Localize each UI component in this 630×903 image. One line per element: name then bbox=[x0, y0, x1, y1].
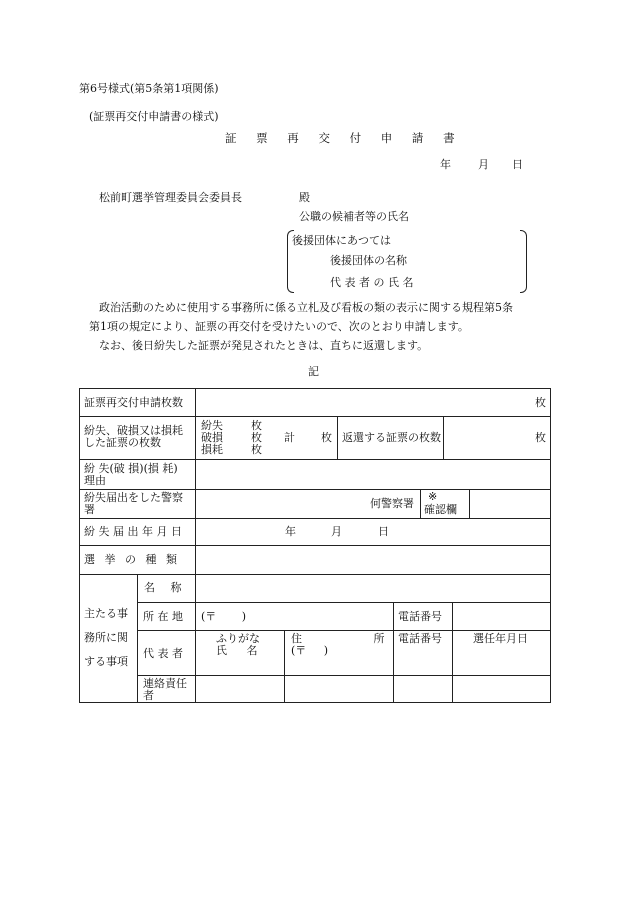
contact-label-1: 連絡責任 bbox=[143, 677, 187, 690]
rep-name-label: 氏 名 bbox=[216, 644, 258, 657]
office-name-label: 名 称 bbox=[144, 581, 182, 594]
election-type-label: 選 挙 の 種 類 bbox=[84, 553, 177, 566]
police-station-label: 何警察署 bbox=[370, 497, 414, 510]
furigana-label: ふりがな bbox=[216, 632, 260, 645]
date-year: 年 bbox=[440, 158, 451, 171]
date-month: 月 bbox=[478, 158, 489, 171]
office-phone-label: 電話番号 bbox=[398, 610, 442, 623]
return-count-label: 返還する証票の枚数 bbox=[342, 431, 441, 444]
representative-name-label: 代 表 者 の 氏 名 bbox=[330, 276, 414, 289]
report-date-label: 紛 失 届 出 年 月 日 bbox=[84, 525, 182, 538]
lost-damaged-label-2: した証票の枚数 bbox=[84, 436, 161, 449]
ki-label: 記 bbox=[308, 365, 319, 378]
application-table bbox=[79, 388, 551, 703]
reissue-count-label: 証票再交付申請枚数 bbox=[84, 396, 183, 409]
confirm-mark: ※ bbox=[428, 490, 438, 503]
appointment-date-label: 選任年月日 bbox=[473, 632, 528, 645]
form-number: 第6号様式(第5条第1項関係) bbox=[79, 82, 219, 95]
paragraph-2: なお、後日紛失した証票が発見されたときは、直ちに返還します。 bbox=[99, 339, 429, 352]
lost-label: 紛失 bbox=[201, 419, 223, 432]
support-group-note: 後援団体にあつては bbox=[292, 234, 391, 247]
lost-sheets-unit: 枚 bbox=[251, 419, 262, 432]
total-label: 計 bbox=[284, 431, 295, 444]
representative-label: 代 表 者 bbox=[143, 647, 183, 660]
police-label-2: 署 bbox=[84, 503, 95, 516]
reissue-count-unit: 枚 bbox=[535, 396, 546, 409]
worn-sheets-unit: 枚 bbox=[251, 443, 262, 456]
location-label: 所 在 地 bbox=[143, 610, 183, 623]
confirm-label: 確認欄 bbox=[424, 503, 457, 516]
honorific: 殿 bbox=[299, 191, 310, 204]
reason-label-2: 理由 bbox=[84, 474, 106, 487]
rep-phone-label: 電話番号 bbox=[398, 632, 442, 645]
contact-label-2: 者 bbox=[143, 689, 154, 702]
location-postal: (〒 ) bbox=[201, 610, 247, 623]
report-day: 日 bbox=[378, 525, 389, 538]
lost-damaged-label-1: 紛失、破損又は損耗 bbox=[84, 424, 183, 437]
report-year: 年 bbox=[285, 525, 296, 538]
recipient: 松前町選挙管理委員会委員長 bbox=[99, 191, 242, 204]
form-subtitle: (証票再交付申請書の様式) bbox=[89, 110, 219, 123]
worn-label: 損耗 bbox=[201, 443, 223, 456]
police-label-1: 紛失届出をした警察 bbox=[84, 491, 183, 504]
return-count-unit: 枚 bbox=[535, 431, 546, 444]
right-bracket bbox=[520, 230, 527, 293]
rep-postal: (〒 ) bbox=[291, 644, 329, 657]
office-label-2: 務所に関 bbox=[84, 631, 128, 644]
total-sheets-unit: 枚 bbox=[321, 431, 332, 444]
page-title: 証 票 再 交 付 申 請 書 bbox=[225, 131, 459, 145]
report-month: 月 bbox=[331, 525, 342, 538]
support-group-name-label: 後援団体の名称 bbox=[330, 254, 407, 267]
damaged-sheets-unit: 枚 bbox=[251, 431, 262, 444]
office-label-3: する事項 bbox=[84, 655, 128, 668]
paragraph-1-line-1: 政治活動のために使用する事務所に係る立札及び看板の類の表示に関する規程第5条 bbox=[99, 301, 513, 314]
damaged-label: 破損 bbox=[201, 431, 223, 444]
office-label-1: 主たる事 bbox=[84, 607, 128, 620]
reason-label-1: 紛 失(破 損)(損 耗) bbox=[84, 462, 178, 475]
rep-address-label: 住 所 bbox=[291, 632, 385, 645]
date-day: 日 bbox=[512, 158, 523, 171]
paragraph-1-line-2: 第1項の規定により、証票の再交付を受けたいので、次のとおり申請します。 bbox=[89, 320, 469, 333]
candidate-name-label: 公職の候補者等の氏名 bbox=[299, 210, 409, 223]
